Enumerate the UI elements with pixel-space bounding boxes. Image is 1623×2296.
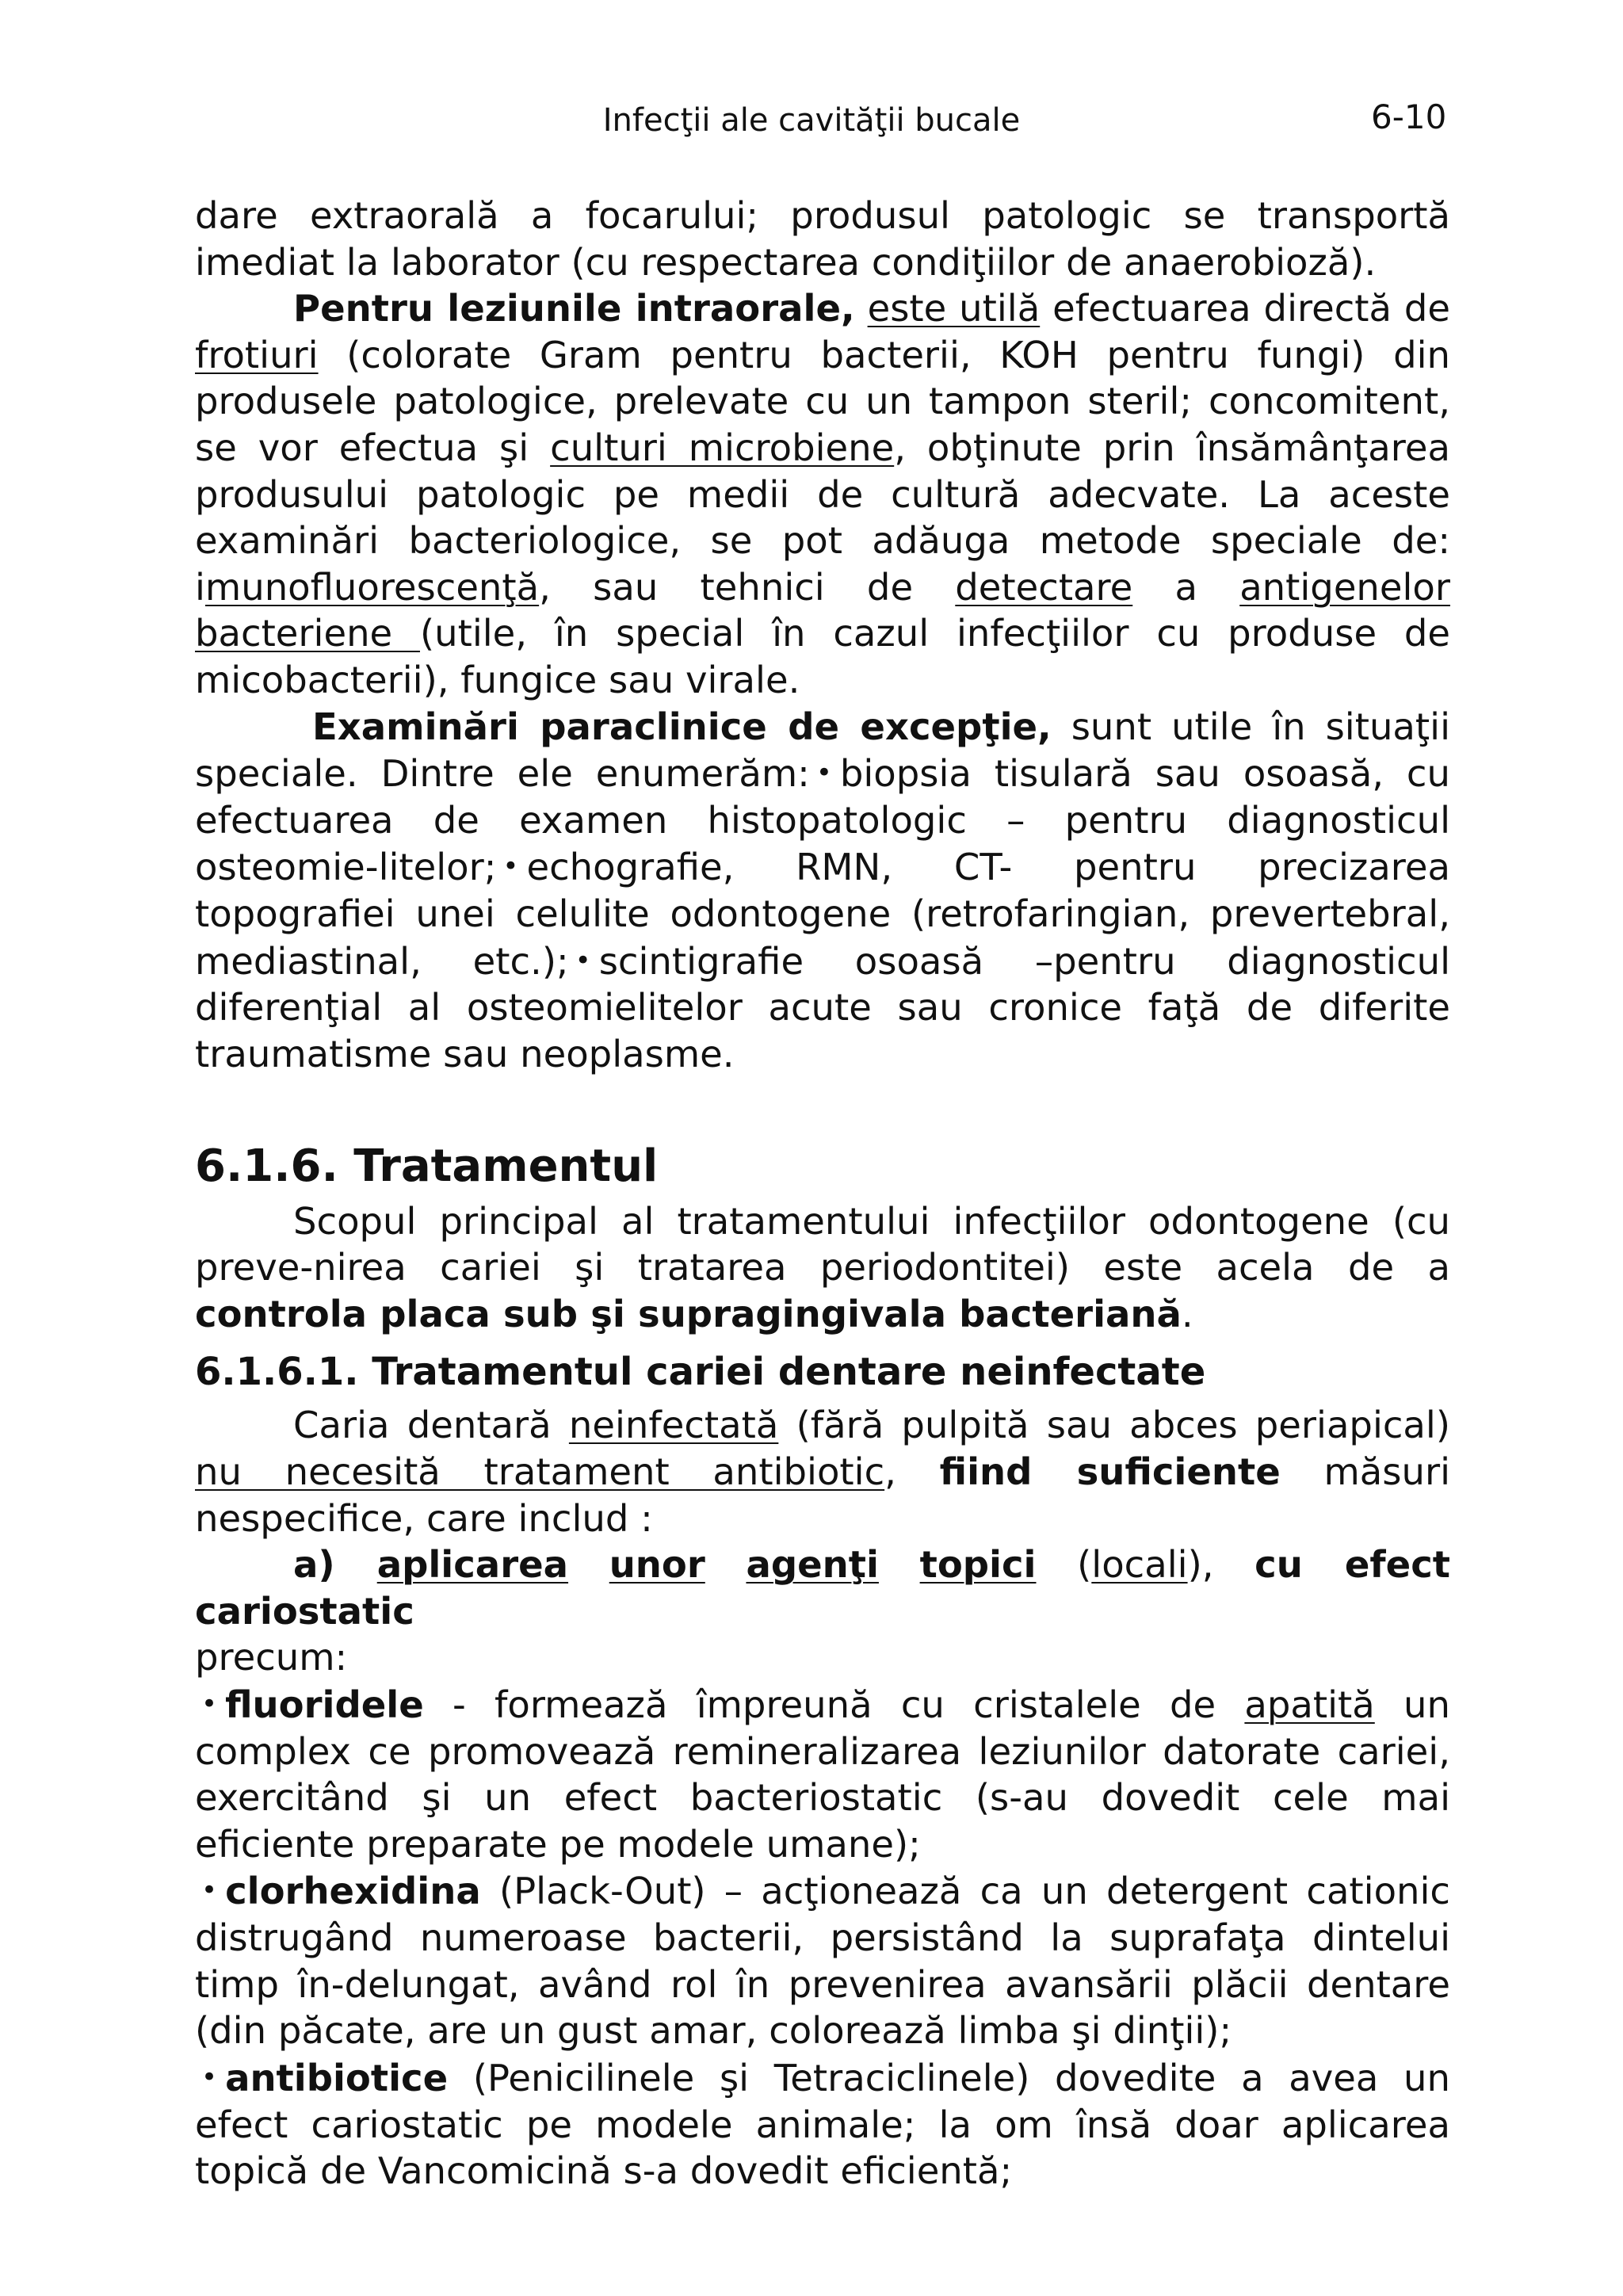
- bullet-item-antibiotics: [195, 2054, 1450, 2195]
- bullet-icon: •: [201, 1874, 218, 1907]
- text-run: scintigrafie osoasă –pentru diagnosticul diferenţial al osteomielitelor acute sau cronice faţă de diferite traumatisme sau neoplasme.: [195, 939, 1450, 1076]
- bold-text: fiind suficiente: [939, 1450, 1281, 1493]
- bold-text: clorhexidina: [225, 1870, 481, 1913]
- underlined-text: este utilă: [867, 287, 1041, 330]
- text-run: sunt utile în situaţii speciale. Dintre ele enumerăm:: [195, 705, 1450, 796]
- text-run: măsuri nespecifice, care includ :: [195, 1450, 1450, 1540]
- text-run: , obţinute prin însămânţarea produsului patologic pe medii de cultură adecvate. La aceste examinări bacteriologice, se pot adăuga metode speciale de: i: [195, 426, 1450, 609]
- text-run: ,: [884, 1450, 940, 1493]
- bullet-icon: •: [201, 1687, 218, 1720]
- underlined-text: detectare: [955, 565, 1133, 609]
- underlined-text: antigenelor bacteriene: [195, 565, 1450, 655]
- text-run: (Penicilinele şi Tetraciclinele) dovedite a avea un efect cariostatic pe modele animale; la om însă doar aplicarea topică de Vancomicină s-a dovedit eficientă;: [195, 2057, 1450, 2193]
- bold-text: controla placa sub şi supragingivala bacteriană: [195, 1292, 1182, 1335]
- text-run: Scopul principal al tratamentului infecţiilor odontogene (cu preve-nirea cariei şi tratarea periodontitei) este acela de a: [195, 1199, 1450, 1289]
- underlined-text: frotiuri: [195, 333, 319, 376]
- underlined-text: locali: [1091, 1543, 1188, 1587]
- bold-text: fluoridele: [225, 1683, 424, 1727]
- text-run: (: [1036, 1543, 1092, 1587]
- text-run: (colorate Gram pentru bacterii, KOH pentru fungi) din produsele patologice, prelevate cu un tampon steril; concomitent, se vor efectua şi: [195, 333, 1450, 469]
- paragraph-specimen-transport: dare extraorală a focarului; produsul patologic se transportă imediat la laborator (cu respectarea condiţiilor de anaerobioză).: [195, 194, 1450, 284]
- text-run: biopsia tisulară sau osoasă, cu efectuarea de examen histopatologic – pentru diagnosticul osteomie-litelor;: [195, 752, 1450, 889]
- item-label: a): [293, 1543, 377, 1587]
- bullet-item-fluoride: [195, 1681, 1450, 1867]
- text-run: (fără pulpită sau abces periapical): [778, 1404, 1450, 1447]
- text-run: .: [1181, 1292, 1193, 1335]
- bullet-icon: •: [201, 2061, 218, 2093]
- bullet-icon: •: [815, 757, 832, 789]
- text-run: - formează împreună cu cristalele de: [423, 1683, 1245, 1727]
- text-run: efectuarea directă de: [1040, 287, 1451, 330]
- item-a-continuation: precum:: [195, 1636, 348, 1679]
- text-run: echografie, RMN, CT- pentru precizarea topografiei unei celulite odontogene (retrofaringian, prevertebral, mediastinal, etc.);: [195, 846, 1450, 983]
- underlined-text: nu necesită tratament antibiotic: [195, 1450, 885, 1493]
- text-run: Caria dentară: [293, 1404, 569, 1447]
- text-run: (Plack-Out) – acţionează ca un detergent cationic distrugând numeroase bacterii, persistând la suprafaţa dintelui timp în-delungat, având rol în prevenirea avansării plăcii dentare (din păcate, are un gust amar, colorează limba şi dinţii);: [195, 1870, 1450, 2053]
- underlined-text: neinfectată: [568, 1404, 779, 1447]
- bold-underlined-text: unor: [609, 1543, 705, 1587]
- text-run: (utile, în special în cazul infecţiilor cu produse de micobacterii), fungice sau virale.: [195, 612, 1450, 701]
- underlined-text: culturi microbiene: [550, 426, 895, 469]
- page-number: 6-10: [1371, 97, 1447, 136]
- text-run: [855, 287, 868, 330]
- bold-text: cu efect cariostatic: [195, 1543, 1450, 1633]
- bold-text: antibiotice: [225, 2057, 449, 2100]
- text-run: ),: [1187, 1543, 1255, 1587]
- bold-underlined-text: topici: [919, 1543, 1037, 1587]
- bold-lead: Pentru leziunile intraorale,: [293, 287, 855, 330]
- paragraph-exceptional-exams: [195, 704, 1450, 1078]
- section-heading: 6.1.6. Tratamentul: [195, 1140, 659, 1192]
- text-run: un complex ce promovează remineralizarea leziunilor datorate cariei, exercitând şi un efect bacteriostatic (s-au dovedit cele mai eficiente preparate pe modele umane);: [195, 1683, 1450, 1866]
- underlined-text: apatită: [1244, 1683, 1375, 1727]
- paragraph-treatment-purpose: [195, 1198, 1450, 1338]
- bold-underlined-text: aplicarea: [376, 1543, 569, 1587]
- paragraph-uninfected-caries: [195, 1402, 1450, 1541]
- subsection-heading: 6.1.6.1. Tratamentul cariei dentare neinfectate: [195, 1350, 1206, 1395]
- bold-underlined-text: agenţi: [746, 1543, 879, 1587]
- bullet-item-chlorhexidine: [195, 1867, 1450, 2053]
- underlined-text: munofluorescenţă: [204, 565, 540, 609]
- running-title: Infecţii ale cavităţii bucale: [602, 102, 1021, 139]
- paragraph-intraoral-lesions: [195, 285, 1450, 703]
- text-run: a: [1132, 565, 1240, 609]
- bullet-icon: •: [575, 944, 591, 976]
- bullet-icon: •: [502, 850, 519, 883]
- list-item-a: [195, 1541, 1450, 1634]
- page-content: [195, 193, 1450, 2195]
- bold-lead: Examinări paraclinice de excepţie,: [312, 705, 1052, 748]
- text-run: , sau tehnici de: [539, 565, 956, 609]
